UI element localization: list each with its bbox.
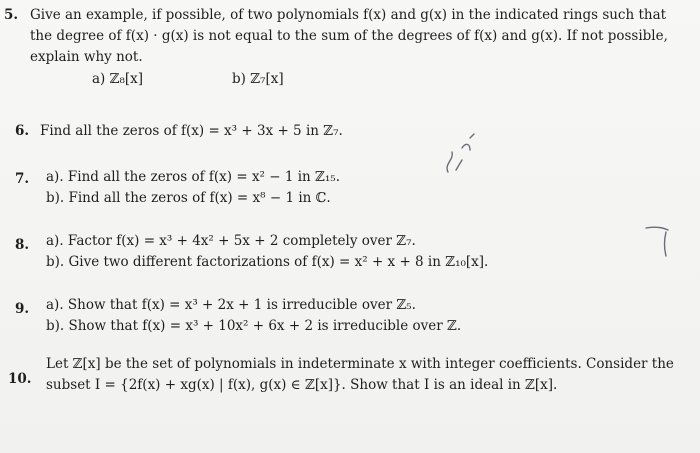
problem-6-text: Find all the zeros of f(x) = x³ + 3x + 5 in ℤ₇. <box>40 123 343 139</box>
problem-9-part-b: b). Show that f(x) = x³ + 10x² + 6x + 2 is irreducible over ℤ. <box>46 318 462 334</box>
problem-10-line-2: subset I = {2f(x) + xg(x) | f(x), g(x) ∈ ℤ[x]}. Show that I is an ideal in ℤ[x]. <box>46 377 558 393</box>
problem-7-number: 7. <box>15 171 30 187</box>
problem-7-part-a: a). Find all the zeros of f(x) = x² − 1 in ℤ₁₅. <box>46 169 341 185</box>
problem-8-number: 8. <box>15 237 30 253</box>
problem-5-line-3: explain why not. <box>30 49 143 65</box>
problem-5-part-b: b) ℤ₇[x] <box>232 71 284 87</box>
problem-10-line-1: Let ℤ[x] be the set of polynomials in indeterminate x with integer coefficients. Consider the <box>46 356 674 372</box>
problem-10-number: 10. <box>8 371 32 387</box>
problem-5-number: 5. <box>4 7 19 23</box>
pencil-check-mark <box>640 222 680 262</box>
problem-5-part-a: a) ℤ₈[x] <box>92 71 144 87</box>
problem-9-number: 9. <box>15 301 30 317</box>
problem-8-part-b: b). Give two different factorizations of f(x) = x² + x + 8 in ℤ₁₀[x]. <box>46 254 489 270</box>
problem-5-line-1: Give an example, if possible, of two polynomials f(x) and g(x) in the indicated rings such that <box>30 7 667 23</box>
problem-8-part-a: a). Factor f(x) = x³ + 4x² + 5x + 2 completely over ℤ₇. <box>46 233 416 249</box>
problem-5-line-2: the degree of f(x) · g(x) is not equal to the sum of the degrees of f(x) and g(x). If not possible, <box>30 28 668 44</box>
problem-7-part-b: b). Find all the zeros of f(x) = x⁸ − 1 in ℂ. <box>46 190 331 206</box>
pencil-scribble-mark <box>440 130 480 180</box>
problem-6-number: 6. <box>15 123 30 139</box>
problem-9-part-a: a). Show that f(x) = x³ + 2x + 1 is irreducible over ℤ₅. <box>46 297 416 313</box>
